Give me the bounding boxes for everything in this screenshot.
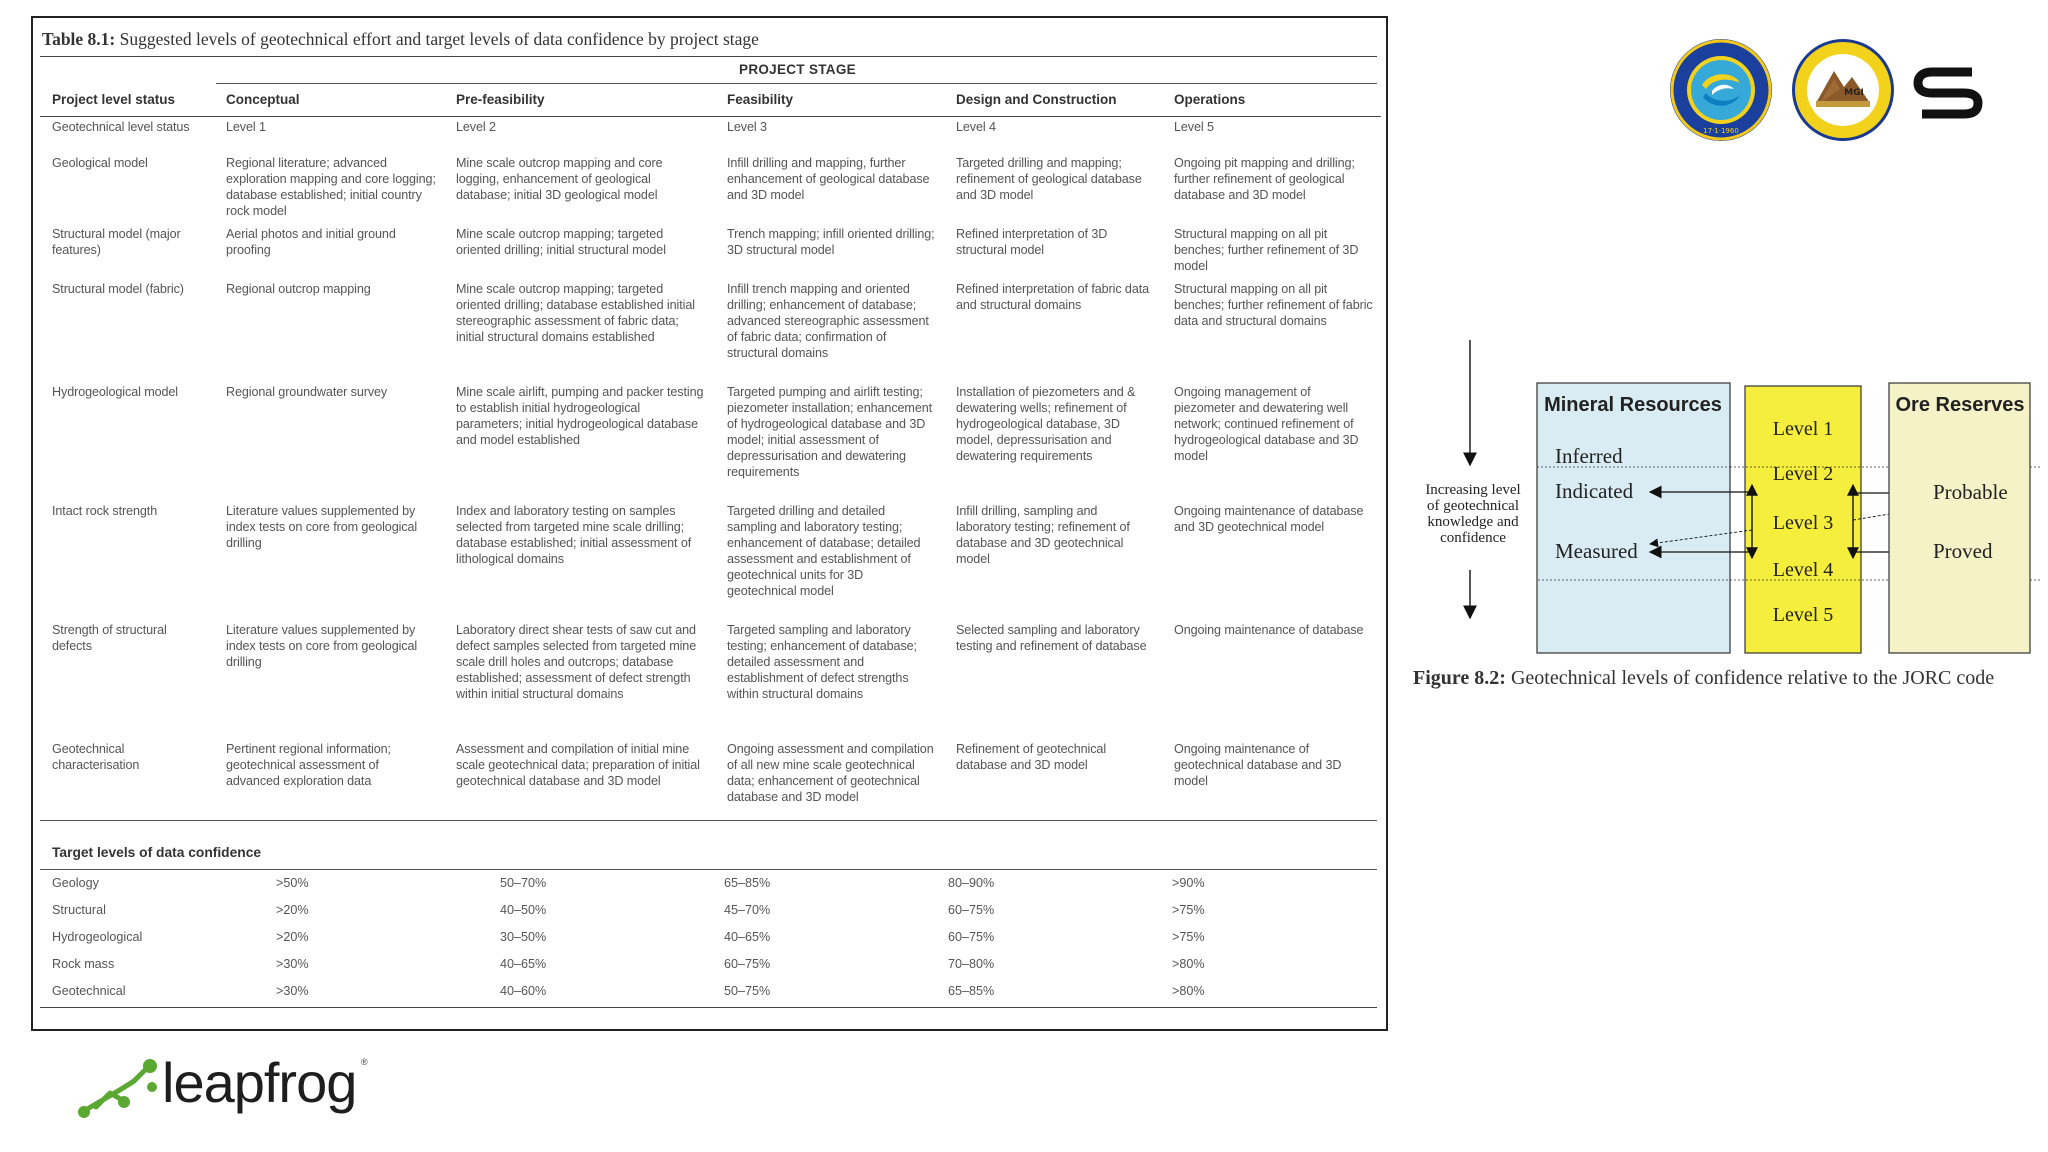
table-panel <box>31 16 1388 1031</box>
target-row-label: Hydrogeological <box>52 930 143 944</box>
table-row <box>40 224 1381 279</box>
row-label: Strength of structural defects <box>52 623 167 653</box>
target-row <box>40 978 1377 1005</box>
table-row <box>40 501 1381 620</box>
header-conceptual: Conceptual <box>214 84 444 116</box>
level-4-label: Level 4 <box>1772 559 1834 581</box>
table-rule-bottom <box>40 1007 1377 1008</box>
table-cell: Mine scale outcrop mapping; targeted oriented drilling; initial structural model <box>456 227 666 257</box>
table-caption: Table 8.1: Suggested levels of geotechnical effort and target levels of data confidence by project stage <box>42 29 759 49</box>
mineral-resources-box <box>1537 383 1730 653</box>
table-cell: Refinement of geotechnical database and 3D model <box>956 742 1107 772</box>
project-stage-heading: PROJECT STAGE <box>739 62 856 77</box>
table-row <box>40 279 1381 382</box>
table-cell: Regional groundwater survey <box>226 385 388 399</box>
inferred-label: Inferred <box>1555 444 1623 468</box>
table-row <box>40 739 1381 818</box>
table-cell: Level 2 <box>456 119 496 134</box>
table-cell: Mine scale outcrop mapping; targeted oriented drilling; database established initial stereographic assessment of fabric data; initial structural domains established <box>456 282 695 344</box>
svg-text:Increasing level: Increasing level <box>1425 482 1521 498</box>
target-cell: 40–65% <box>724 930 771 944</box>
svg-text:knowledge and: knowledge and <box>1427 514 1519 530</box>
table-cell: Targeted sampling and laboratory testing; enhancement of database; detailed assessment and establishment of defect strengths within structural domains <box>727 623 917 701</box>
row-label: Geotechnical level status <box>52 119 190 134</box>
table-cell: Targeted pumping and airlift testing; piezometer installation; enhancement of hydrogeological database and 3D model; initial assessment of depressurisation and dewatering requirements <box>727 385 933 479</box>
table-cell: Ongoing assessment and compilation of all new mine scale geotechnical data; enhancement of geotechnical database and 3D model <box>727 742 934 804</box>
table-cell: Selected sampling and laboratory testing and refinement of database <box>956 623 1147 653</box>
mineral-resources-title: Mineral Resources <box>1544 394 1722 416</box>
target-row-label: Rock mass <box>52 957 115 971</box>
mgi-lettering: MGI <box>1844 88 1864 98</box>
table-cell: Structural mapping on all pit benches; further refinement of 3D model <box>1174 227 1359 273</box>
level-5-label: Level 5 <box>1772 604 1834 626</box>
header-design-construction: Design and Construction <box>944 84 1162 116</box>
measured-label: Measured <box>1555 539 1638 563</box>
side-label <box>1425 482 1520 546</box>
indicated-label: Indicated <box>1555 479 1634 503</box>
row-label: Geological model <box>52 156 148 170</box>
table-header-row <box>40 84 1381 116</box>
table-cell: Refined interpretation of fabric data and structural domains <box>956 282 1150 312</box>
target-cell: 60–75% <box>724 957 771 971</box>
level-2-label: Level 2 <box>1772 463 1834 485</box>
engineering-geology-association-logo <box>1790 37 1896 143</box>
target-cell: >20% <box>276 930 309 944</box>
table-cell: Targeted drilling and detailed sampling and laboratory testing; enhancement of database; detailed assessment and establishment of geotechnical units for 3D geotechnical model <box>727 504 921 598</box>
row-label: Structural model (fabric) <box>52 282 184 296</box>
target-cell: >30% <box>276 984 309 998</box>
table-cell: Infill trench mapping and oriented drilling; enhancement of database; advanced stereographic assessment of fabric data; confirmation of structural domains <box>727 282 929 360</box>
target-cell: >80% <box>1172 957 1205 971</box>
table-cell: Ongoing maintenance of database <box>1174 623 1364 637</box>
row-label: Hydrogeological model <box>52 385 179 399</box>
target-cell: 80–90% <box>948 876 995 891</box>
level-1-label: Level 1 <box>1772 418 1834 440</box>
target-row-label: Geotechnical <box>52 984 126 998</box>
table-cell: Assessment and compilation of initial mine scale geotechnical data; preparation of initial geotechnical database and 3D model <box>456 742 700 788</box>
table-row <box>40 153 1381 224</box>
table-cell: Aerial photos and initial ground proofing <box>226 227 396 257</box>
target-cell: 65–85% <box>724 876 771 891</box>
table-cell: Ongoing maintenance of geotechnical database and 3D model <box>1174 742 1342 788</box>
target-cell: 65–85% <box>948 984 995 998</box>
target-cell: 45–70% <box>724 903 771 917</box>
table-cell: Literature values supplemented by index tests on core from geological drilling <box>226 623 418 669</box>
table-row <box>40 620 1381 739</box>
target-cell: >75% <box>1172 903 1205 917</box>
table-cell: Level 4 <box>956 119 996 134</box>
target-cell: >20% <box>276 903 309 917</box>
level-3-label: Level 3 <box>1772 512 1834 534</box>
target-cell: >75% <box>1172 930 1205 944</box>
table-cell: Infill drilling, sampling and laboratory testing; refinement of database and 3D geotechnical model <box>956 504 1130 566</box>
svg-text:confidence: confidence <box>1440 530 1506 546</box>
table-row <box>40 116 1381 153</box>
effort-table-header <box>40 84 1381 116</box>
geotechnical-effort-table <box>40 84 1381 818</box>
target-cell: >30% <box>276 957 309 971</box>
table-row <box>40 382 1381 501</box>
table-cell: Refined interpretation of 3D structural model <box>956 227 1108 257</box>
target-cell: 70–80% <box>948 957 995 971</box>
table-cell: Laboratory direct shear tests of saw cut and defect samples selected from targeted mine scale drill holes and outcrops; database established; assessment of defect strength within initial structural domains <box>456 623 697 701</box>
table-cell: Regional outcrop mapping <box>226 282 371 296</box>
target-cell: 30–50% <box>500 930 547 944</box>
table-cell: Mine scale airlift, pumping and packer testing to establish initial hydrogeological parameters; initial hydrogeological database and model established <box>456 385 704 447</box>
row-label: Geotechnical characterisation <box>52 742 140 772</box>
target-confidence-heading: Target levels of data confidence <box>52 845 262 860</box>
table-cell: Index and laboratory testing on samples selected from targeted mine scale drilling; database established; initial assessment of lithological domains <box>456 504 692 566</box>
target-row <box>40 870 1377 897</box>
target-cell: 50–70% <box>500 876 547 891</box>
target-cell: 50–75% <box>724 984 771 998</box>
target-cell: 40–60% <box>500 984 547 998</box>
table-cell: Trench mapping; infill oriented drilling; 3D structural model <box>727 227 935 257</box>
target-cell: 40–65% <box>500 957 547 971</box>
table-cell: Targeted drilling and mapping; refinement of geological database and 3D model <box>956 156 1142 202</box>
target-row <box>40 924 1377 951</box>
target-row <box>40 951 1377 978</box>
geological-association-logo <box>1668 37 1774 143</box>
leapfrog-wordmark: leapfrog <box>162 1051 357 1114</box>
leapfrog-frog-icon <box>76 1055 166 1121</box>
target-confidence-table <box>40 869 1377 1005</box>
leapfrog-registered-mark: ® <box>361 1057 368 1067</box>
target-table-body <box>40 870 1377 1005</box>
target-row <box>40 897 1377 924</box>
table-cell: Ongoing maintenance of database and 3D geotechnical model <box>1174 504 1364 534</box>
table-cell: Literature values supplemented by index tests on core from geological drilling <box>226 504 418 550</box>
svg-text:17·1·1960: 17·1·1960 <box>1703 127 1739 135</box>
header-pre-feasibility: Pre-feasibility <box>444 84 715 116</box>
target-cell: >80% <box>1172 984 1205 998</box>
svg-text:of geotechnical: of geotechnical <box>1426 498 1520 514</box>
table-cell: Infill drilling and mapping, further enhancement of geological database and 3D model <box>727 156 930 202</box>
table-cell: Installation of piezometers and & dewatering wells; refinement of hydrogeological database, 3D model, depressurisation and dewatering requirements <box>956 385 1136 463</box>
table-cell: Regional literature; advanced exploration mapping and core logging; database established; initial country rock model <box>226 156 436 218</box>
table-cell: Level 5 <box>1174 119 1214 134</box>
target-cell: 60–75% <box>948 930 995 944</box>
effort-table-body <box>40 116 1381 818</box>
ore-reserves-title: Ore Reserves <box>1895 394 2025 416</box>
table-cell: Ongoing pit mapping and drilling; further refinement of geological database and 3D model <box>1174 156 1355 202</box>
proved-label: Proved <box>1933 539 1993 563</box>
header-operations: Operations <box>1162 84 1381 116</box>
header-project-level-status: Project level status <box>40 84 214 116</box>
target-cell: >50% <box>276 876 309 891</box>
probable-label: Probable <box>1933 480 2008 504</box>
target-row-label: Geology <box>52 876 99 891</box>
table-cell: Structural mapping on all pit benches; further refinement of fabric data and structural domains <box>1174 282 1373 328</box>
row-label: Intact rock strength <box>52 504 158 518</box>
target-cell: >90% <box>1172 876 1205 891</box>
row-label: Structural model (major features) <box>52 227 181 257</box>
target-cell: 60–75% <box>948 903 995 917</box>
target-row-label: Structural <box>52 903 106 917</box>
figure-caption: Figure 8.2: Geotechnical levels of confidence relative to the JORC code <box>1413 667 1995 689</box>
table-cell: Mine scale outcrop mapping and core logging, enhancement of geological database; initial 3D geological model <box>456 156 663 202</box>
table-cell: Level 1 <box>226 119 266 134</box>
ore-reserves-box <box>1889 383 2030 653</box>
table-cell: Pertinent regional information; geotechnical assessment of advanced exploration data <box>226 742 391 788</box>
target-cell: 40–50% <box>500 903 547 917</box>
s-brand-logo <box>1912 66 1984 120</box>
table-cell: Level 3 <box>727 119 767 134</box>
header-feasibility: Feasibility <box>715 84 944 116</box>
table-cell: Ongoing management of piezometer and dewatering well network; continued refinement of hydrogeological database and 3D model <box>1174 385 1359 463</box>
